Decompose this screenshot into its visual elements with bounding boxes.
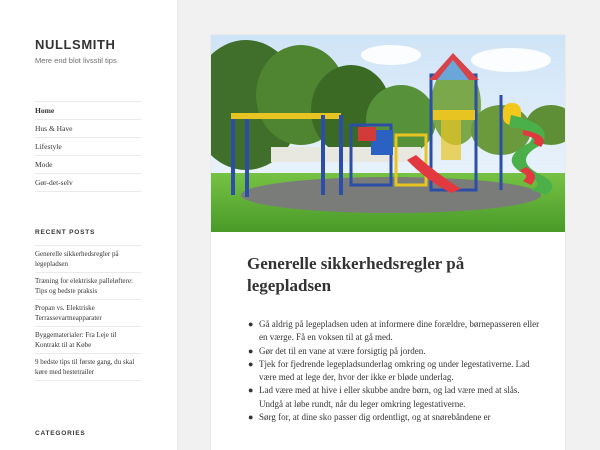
recent-post-item[interactable]: Byggematerialer: Fra Leje til Kontrakt til at Købe bbox=[35, 327, 141, 354]
recent-post-item[interactable]: Propan vs. Elektriske Terrassevarmeapparater bbox=[35, 300, 141, 327]
bullet-icon: ● bbox=[248, 358, 254, 369]
recent-post-item[interactable]: Generelle sikkerhedsregler på legepladsen bbox=[35, 246, 141, 273]
nav-item-home[interactable]: Home bbox=[35, 102, 141, 120]
bullet-icon: ● bbox=[248, 319, 254, 329]
sidebar bbox=[0, 0, 177, 450]
nav-item-gor-det-selv[interactable]: Gør-det-selv bbox=[35, 174, 141, 192]
recent-posts-title: RECENT POSTS bbox=[35, 229, 96, 236]
article bbox=[211, 35, 565, 450]
nav-item-lifestyle[interactable]: Lifestyle bbox=[35, 138, 141, 156]
playground-image bbox=[211, 35, 565, 232]
article-bullet: ● Lad være med at hive i eller skubbe andre børn, og lad være med at slås. Undgå at løbe rundt, når du leger omkring legestativerne. bbox=[248, 385, 520, 409]
main-navigation bbox=[35, 101, 141, 192]
nav-item-mode[interactable]: Mode bbox=[35, 156, 141, 174]
bullet-icon: ● bbox=[248, 412, 254, 423]
article-bullet: ● Tjek for fjedrende legepladsunderlag omkring og under legestativerne. Lad være med at lege der, hvor der ikke er bløde underlag. bbox=[248, 358, 530, 383]
article-bullet-list bbox=[247, 318, 542, 424]
article-bullet: ● Sørg for, at dine sko passer dig ordentligt, og at snørebåndene er bbox=[247, 411, 542, 424]
article-bullet: ● Gør det til en vane at være forsigtig på jorden. bbox=[247, 345, 542, 358]
article-bullet: ● Gå aldrig på legepladsen uden at informere dine forældre, børnepasseren eller en værge. Få en voksen til at gå med. bbox=[248, 319, 540, 343]
site-tagline: Mere end blot livsstil tips bbox=[35, 56, 117, 65]
bullet-icon: ● bbox=[248, 345, 254, 356]
categories-title: CATEGORIES bbox=[35, 430, 86, 437]
recent-post-item[interactable]: 9 bedste tips til første gang, du skal køre med hestetrailer bbox=[35, 354, 141, 381]
bullet-icon: ● bbox=[248, 385, 254, 396]
site-title[interactable]: NULLSMITH bbox=[35, 37, 116, 52]
article-title[interactable]: Generelle sikkerhedsregler på legepladsen bbox=[247, 254, 465, 295]
recent-post-item[interactable]: Træning for elektriske palleløftere: Tips og bedste praksis bbox=[35, 273, 141, 300]
nav-item-hus-have[interactable]: Hus & Have bbox=[35, 120, 141, 138]
recent-posts-list bbox=[35, 245, 141, 381]
